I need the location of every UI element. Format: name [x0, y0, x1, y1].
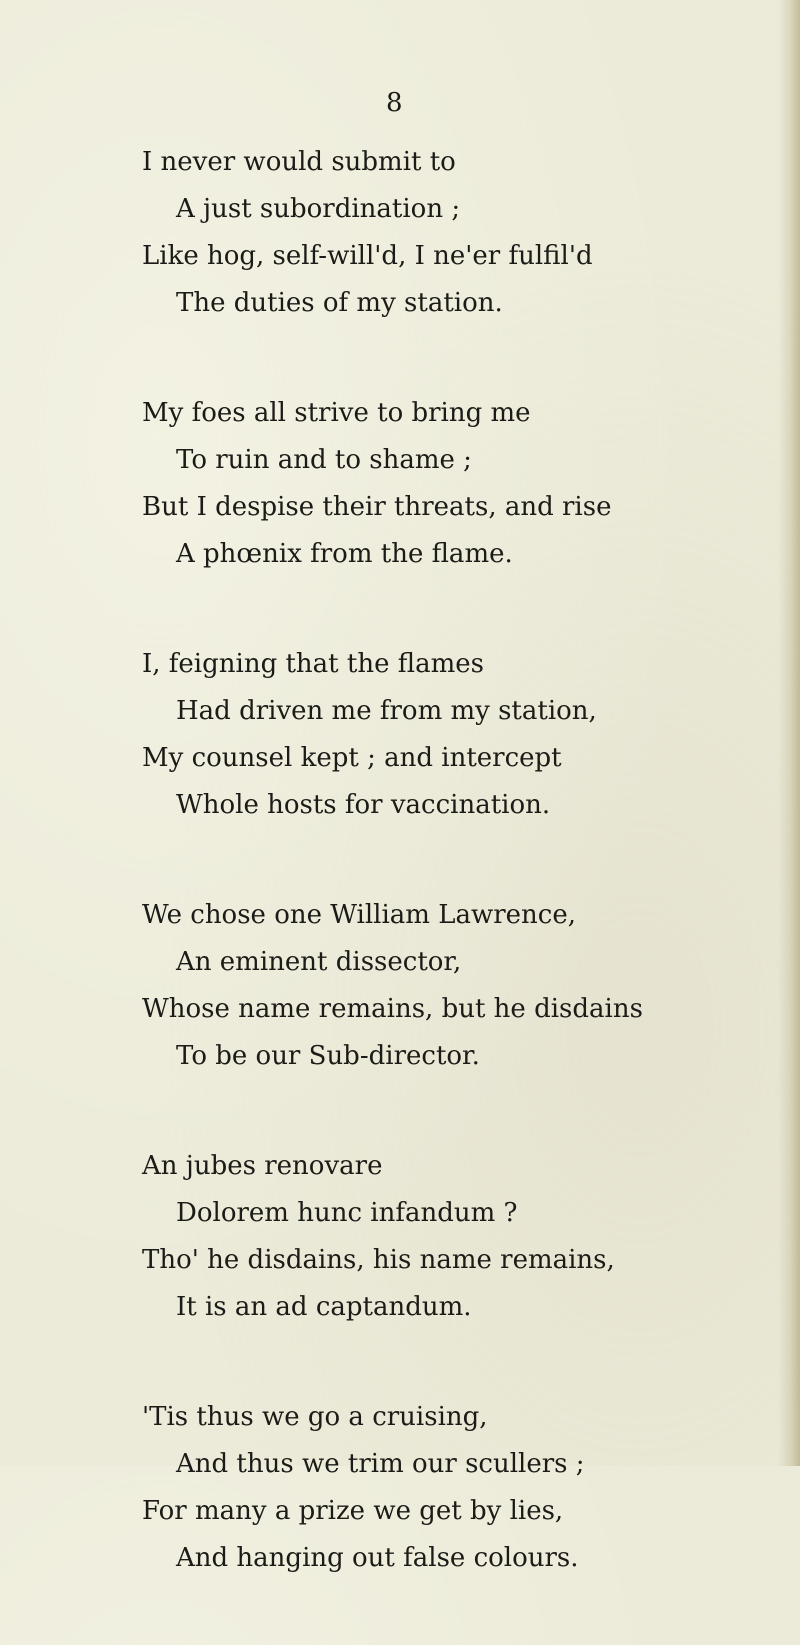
verse-line: My counsel kept ; and intercept: [142, 743, 562, 773]
verse-line: Whose name remains, but he disdains: [142, 994, 643, 1024]
verse-line: It is an ad captandum.: [176, 1292, 472, 1322]
verse-line: An eminent dissector,: [176, 947, 462, 977]
verse-line: I, feigning that the flames: [142, 649, 484, 679]
verse-line: Whole hosts for vaccination.: [176, 790, 551, 820]
verse-line: A just subordination ;: [176, 194, 461, 224]
verse-line: And hanging out false colours.: [176, 1543, 579, 1573]
stanza-3: [0, 641, 800, 829]
verse-line: But I despise their threats, and rise: [142, 492, 612, 522]
verse-line: An jubes renovare: [142, 1151, 383, 1181]
verse-line: Like hog, self-will'd, I ne'er fulfil'd: [142, 241, 593, 271]
verse-line: My foes all strive to bring me: [142, 398, 531, 428]
page-number: 8: [386, 88, 404, 118]
stanza-2: [0, 390, 800, 578]
verse-line: I never would submit to: [142, 147, 456, 177]
stanza-5: [0, 1143, 800, 1331]
verse-line: We chose one William Lawrence,: [142, 900, 577, 930]
verse-line: Dolorem hunc infandum ?: [176, 1198, 518, 1228]
verse-line: 'Tis thus we go a cruising,: [142, 1402, 488, 1432]
verse-line: And thus we trim our scullers ;: [176, 1449, 585, 1479]
stanza-4: [0, 892, 800, 1080]
poem: [0, 139, 800, 1645]
verse-line: A phœnix from the flame.: [176, 539, 513, 569]
stanza-1: [0, 139, 800, 327]
verse-line: To ruin and to shame ;: [176, 445, 472, 475]
verse-line: Had driven me from my station,: [176, 696, 597, 726]
stanza-6: [0, 1394, 800, 1582]
verse-line: The duties of my station.: [176, 288, 503, 318]
verse-line: To be our Sub-director.: [176, 1041, 480, 1071]
verse-line: For many a prize we get by lies,: [142, 1496, 564, 1526]
verse-line: Tho' he disdains, his name remains,: [142, 1245, 615, 1275]
